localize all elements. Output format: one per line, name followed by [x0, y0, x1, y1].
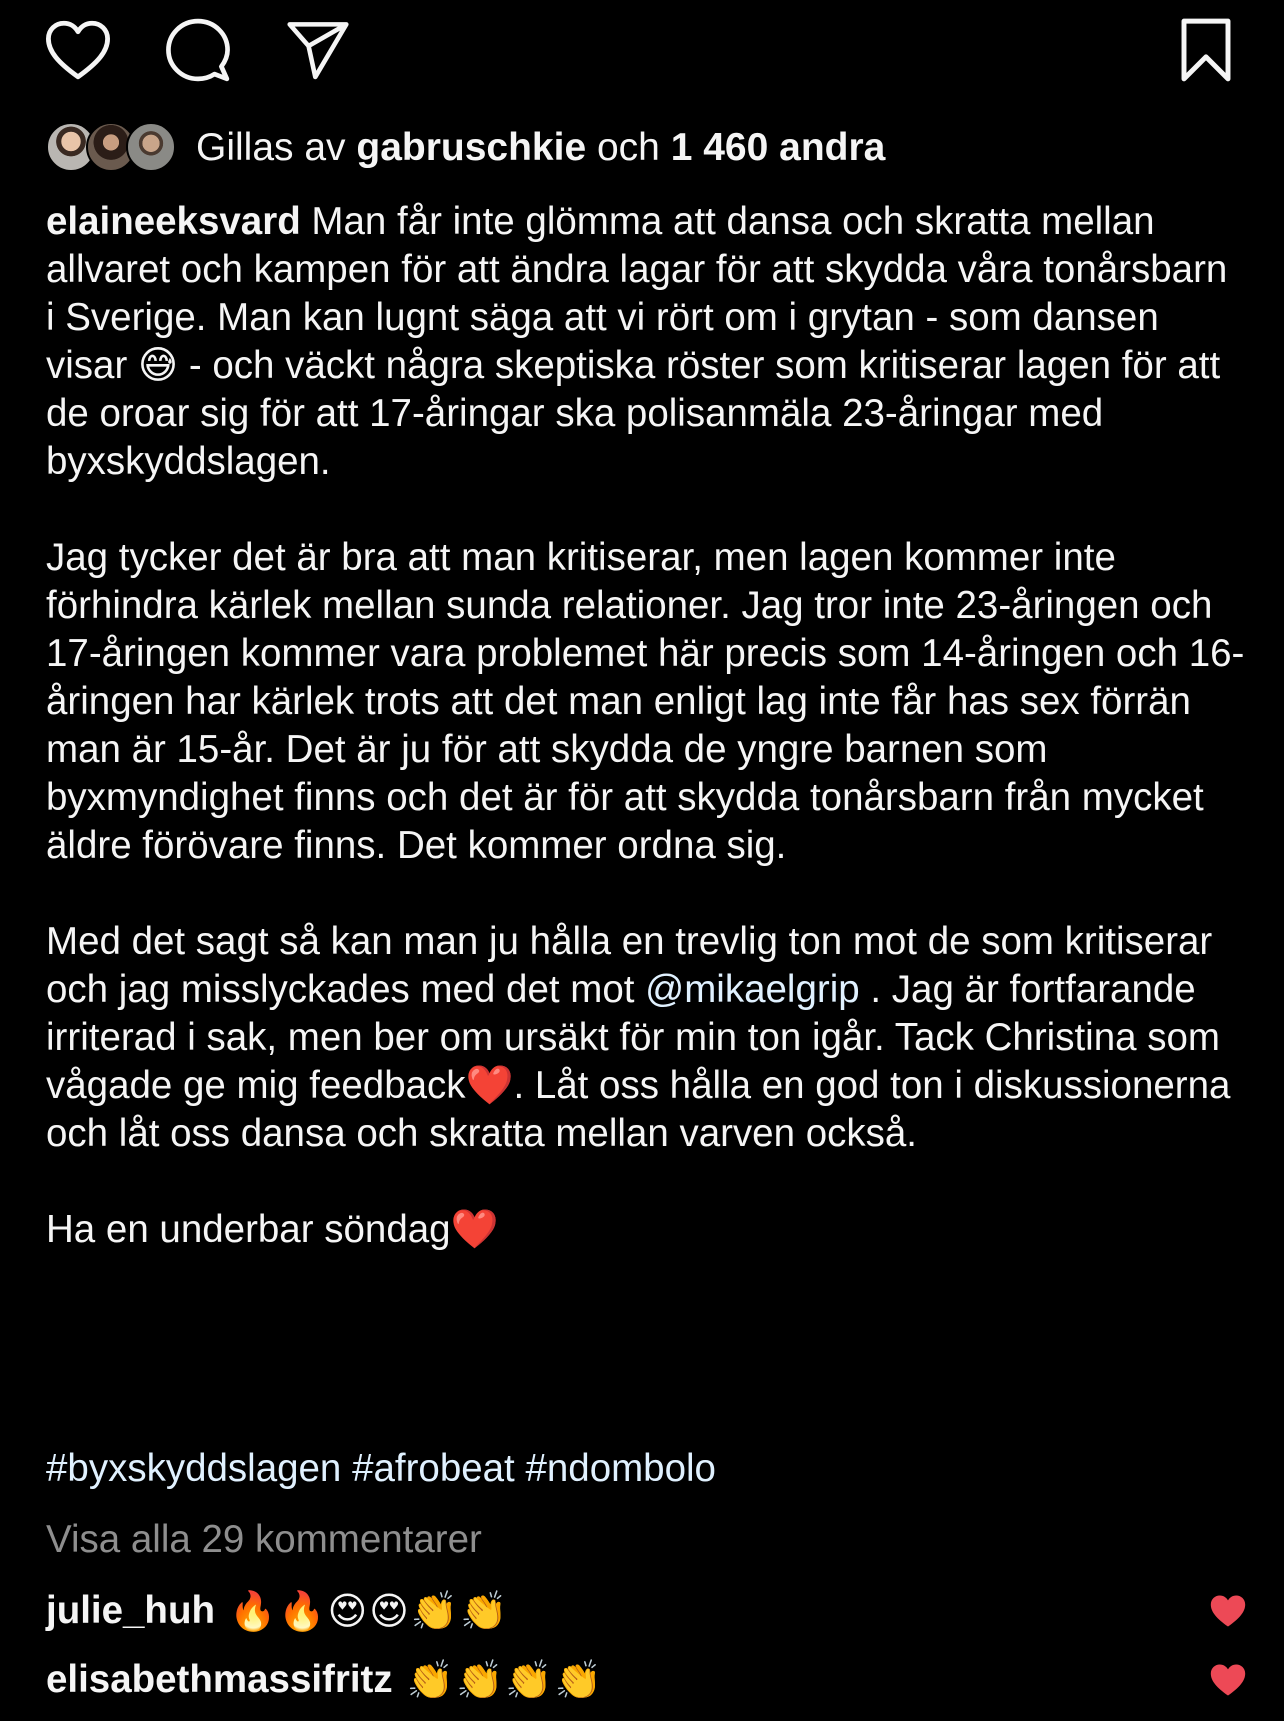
comment-text: 🔥🔥😍😍👏👏: [228, 1588, 510, 1633]
comment-text: 👏👏👏👏: [406, 1657, 604, 1702]
comment-username[interactable]: julie_huh: [46, 1589, 215, 1632]
hashtag-row: [46, 1445, 716, 1493]
heart-outline-icon: [44, 19, 112, 81]
bookmark-icon: [1178, 17, 1234, 83]
mention-link[interactable]: @mikaelgrip: [645, 968, 860, 1011]
post-caption: [46, 198, 1246, 1254]
caption-paragraph: Ha en underbar söndag❤️: [46, 1208, 499, 1251]
hashtag-link[interactable]: #afrobeat: [352, 1447, 515, 1490]
comment-row: [46, 1650, 1246, 1710]
caption-paragraph: Jag tycker det är bra att man kritiserar, men lagen kommer inte förhindra kärlek mellan sunda relationer. Jag tror inte 23-åringen och 17-åringen kommer vara problemet här precis som 14-åringen och 16-åringen har kärlek trots att det man enligt lag inte får has sex förrän man är 15-år. Det är ju för att skydda de yngre barnen som byxmyndighet finns och det är för att skydda tonårsbarn från mycket äldre förövare finns. Det kommer ordna sig.: [46, 536, 1245, 867]
likes-username[interactable]: gabruschkie: [356, 126, 587, 169]
caption-text: Med det sagt så kan man ju hålla en trevlig ton mot de som kritiserar och jag misslyckades med det mot: [46, 920, 1213, 1011]
view-all-comments-link[interactable]: Visa alla 29 kommentarer: [46, 1518, 482, 1561]
likes-count[interactable]: 1 460 andra: [670, 126, 886, 169]
hashtag-link[interactable]: #ndombolo: [525, 1447, 716, 1490]
likes-prefix: Gillas av: [196, 126, 357, 169]
caption-text: . Jag är fortfarande irriterad i sak, men ber om ursäkt för min ton igår. Tack Christina som vågade ge mig feedback❤️. Låt oss hålla en god ton i diskussionerna och låt oss dansa och skratta mellan varven också.: [46, 968, 1231, 1155]
post-action-bar: [0, 0, 1284, 100]
share-button[interactable]: [278, 10, 358, 90]
heart-filled-icon[interactable]: [1208, 1662, 1248, 1698]
heart-filled-icon[interactable]: [1208, 1593, 1248, 1629]
like-button[interactable]: [38, 10, 118, 90]
comment-username[interactable]: elisabethmassifritz: [46, 1658, 393, 1701]
caption-text: Man får inte glömma att dansa och skratta mellan allvaret och kampen för att ändra lagar för att skydda våra tonårsbarn i Sverige. Man kan lugnt säga att vi rört om i grytan - som dansen visar 😅 - och väckt några skeptiska röster som kritiserar lagen för att de oroar sig för att 17-åringar ska polisanmäla 23-åringar med byxskyddslagen.: [46, 200, 1228, 483]
likes-conjunction: och: [586, 126, 671, 169]
hashtag-link[interactable]: #byxskyddslagen: [46, 1447, 342, 1490]
comment-row: [46, 1581, 1246, 1641]
comment-button[interactable]: [158, 10, 238, 90]
liker-avatars: [46, 120, 180, 176]
caption-paragraph: [46, 918, 1246, 1158]
save-button[interactable]: [1166, 10, 1246, 90]
avatar: [126, 122, 176, 172]
likes-summary[interactable]: [46, 118, 885, 178]
caption-paragraph: [46, 198, 1246, 486]
speech-bubble-icon: [165, 17, 231, 83]
likes-text: [196, 126, 885, 170]
paper-plane-icon: [285, 19, 351, 81]
caption-username[interactable]: elaineeksvard: [46, 200, 301, 243]
